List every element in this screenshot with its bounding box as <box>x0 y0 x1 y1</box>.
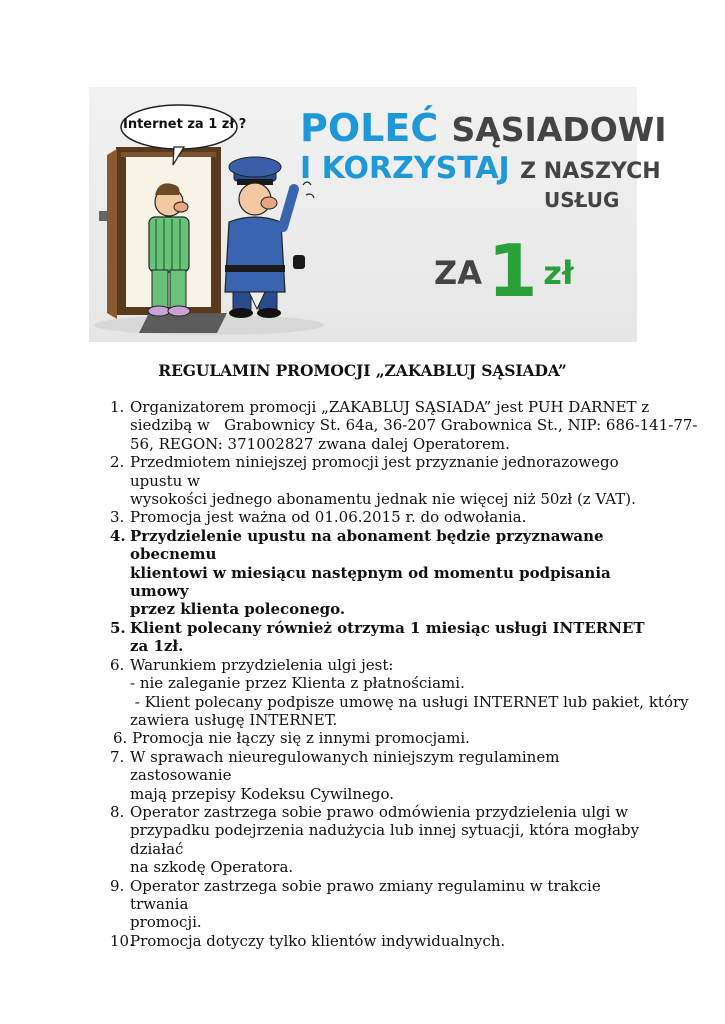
promo-banner <box>89 87 667 342</box>
item-line: Klient polecany również otrzyma 1 miesiąc usługi INTERNET za 1zł. <box>130 618 645 656</box>
item-line: klientowi w miesiącu następnym od momentu podpisania umowy <box>130 563 611 601</box>
list-item <box>110 803 650 877</box>
item-line: Przydzielenie upustu na abonament będzie przyznawane obecnemu <box>130 526 604 564</box>
item-line: Promocja jest ważna od 01.06.2015 r. do odwołania. <box>130 508 527 527</box>
headline-dark-1: SĄSIADOWI <box>451 110 667 149</box>
item-line: 56, REGON: 371002827 zwana dalej Operatorem. <box>130 434 510 453</box>
headline-blue-2: I KORZYSTAJ <box>300 151 510 186</box>
item-line: Promocja dotyczy tylko klientów indywidualnych. <box>130 931 506 950</box>
item-number: 4. <box>110 526 126 545</box>
list-item <box>110 527 650 619</box>
item-line: Operator zastrzega sobie prawo odmówienia przydzielenia ulgi w <box>130 802 629 821</box>
item-number: 6. <box>110 655 125 674</box>
speech-bubble-text: Internet za 1 zł ? <box>123 117 247 132</box>
headline-dark-2: Z NASZYCH <box>520 159 661 184</box>
item-number: 2. <box>110 453 125 472</box>
item-line: Przedmiotem niniejszej promocji jest przyznanie jednorazowego upustu w <box>130 453 619 490</box>
item-number: 7. <box>110 747 125 766</box>
item-number: 8. <box>110 802 125 821</box>
item-line: wysokości jednego abonamentu jednak nie więcej niż 50zł (z VAT). <box>130 490 636 509</box>
item-line: przypadku podejrzenia nadużycia lub innej sytuacji, która mogłaby działać <box>130 821 640 858</box>
item-number: 10. <box>110 931 134 950</box>
item-line: Operator zastrzega sobie prawo zmiany regulaminu w trakcie trwania <box>130 876 601 913</box>
price-prefix: ZA <box>434 254 482 292</box>
item-number: 6. <box>113 729 128 748</box>
item-line: promocji. <box>130 913 202 932</box>
price-unit: zł <box>543 254 574 292</box>
item-line: zawiera usługę INTERNET. <box>130 710 338 729</box>
price-number: 1 <box>487 229 538 313</box>
item-line: - nie zaleganie przez Klienta z płatnościami. <box>130 674 465 693</box>
headline-line-3: USŁUG <box>544 188 620 212</box>
headline-line-2 <box>300 151 661 186</box>
item-line: Organizatorem promocji „ZAKABLUJ SĄSIADA” jest PUH DARNET z <box>130 398 650 416</box>
document-title: REGULAMIN PROMOCJI „ZAKABLUJ SĄSIADA” <box>158 361 567 380</box>
item-line: siedzibą w Grabownicy St. 64a, 36-207 Grabownica St., NIP: 686-141-77- <box>130 416 698 435</box>
item-number: 5. <box>110 618 126 637</box>
item-line: Promocja nie łączy się z innymi promocjami. <box>132 729 470 748</box>
list-item <box>110 619 650 656</box>
item-number: 1. <box>110 398 125 416</box>
item-number: 3. <box>110 508 125 527</box>
price-block <box>434 229 574 313</box>
list-item <box>110 729 650 747</box>
headline-line-1 <box>300 106 667 150</box>
item-line: W sprawach nieuregulowanych niniejszym regulaminem zastosowanie <box>130 747 560 785</box>
list-item <box>110 877 650 932</box>
list-item <box>110 655 689 730</box>
list-item <box>110 748 650 803</box>
list-item <box>110 508 650 526</box>
item-number: 9. <box>110 876 125 895</box>
item-line: - Klient polecany podpisze umowę na usługi INTERNET lub pakiet, który <box>130 692 689 711</box>
rules-list <box>110 398 698 950</box>
list-item <box>110 453 650 508</box>
item-line: mają przepisy Kodeksu Cywilnego. <box>130 784 395 803</box>
item-line: przez klienta poleconego. <box>130 600 346 619</box>
list-item <box>110 398 698 453</box>
item-line: Warunkiem przydzielenia ulgi jest: <box>130 655 394 674</box>
list-item <box>110 932 650 950</box>
headline-blue-1: POLEĆ <box>300 106 439 150</box>
item-line: na szkodę Operatora. <box>130 858 294 877</box>
